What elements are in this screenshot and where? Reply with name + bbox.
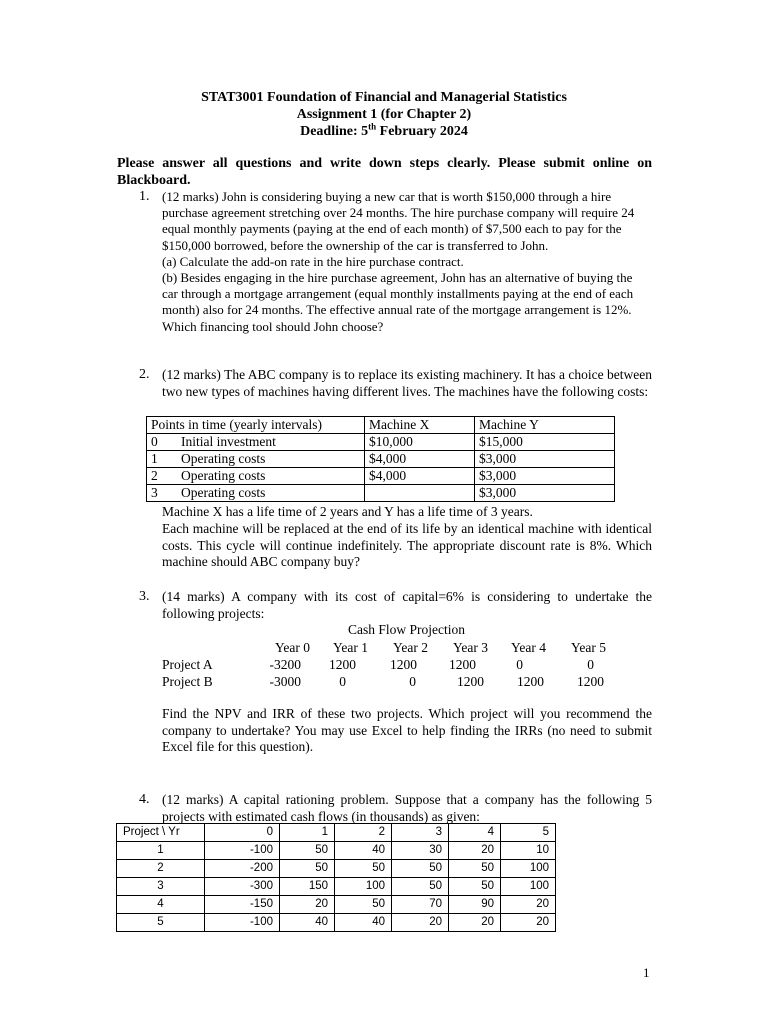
cash-flow-cell: 30	[392, 842, 449, 860]
header-cell: Machine X	[365, 417, 475, 434]
year-header-row	[162, 639, 606, 656]
cash-flow-cell: 10	[501, 842, 556, 860]
cash-flow-value: 1200	[577, 674, 604, 689]
page-number: 1	[643, 965, 650, 980]
time-cell	[147, 451, 365, 468]
q2-lifetimes: Machine X has a life time of 2 years and Y has a life time of 3 years.	[162, 504, 533, 519]
year-header: 5	[501, 824, 556, 842]
cash-flow-cell: 40	[335, 842, 392, 860]
q2-question: Each machine will be replaced at the end of its life by an identical machine with identical costs. This cycle will continue indefinitely. The appropriate discount rate is 8%. Which machine should ABC company buy?	[162, 521, 652, 569]
year-header: 4	[449, 824, 501, 842]
q1-part-a: (a) Calculate the add-on rate in the hire purchase contract.	[162, 253, 464, 269]
table-header-row	[147, 417, 615, 434]
project-id: 4	[117, 896, 205, 914]
q2-number: 2.	[139, 367, 150, 382]
cash-flow-cell: 100	[501, 878, 556, 896]
cash-flow-table	[162, 639, 606, 690]
table-row	[147, 451, 615, 468]
time-point: 1	[151, 451, 158, 466]
cash-flow-cell: 20	[392, 914, 449, 932]
cash-flow-cell: 20	[501, 914, 556, 932]
cash-flow-cell: 20	[449, 914, 501, 932]
q3-text: (14 marks) A company with its cost of capital=6% is considering to undertake the following projects:	[162, 589, 652, 621]
cash-flow-cell: 50	[280, 860, 335, 878]
corner-header: Project \ Yr	[117, 824, 205, 842]
cash-flow-cell: 50	[392, 878, 449, 896]
project-id: 2	[117, 860, 205, 878]
time-point: 2	[151, 468, 158, 483]
cost-label: Operating costs	[181, 468, 266, 483]
cash-flow-cell: 150	[280, 878, 335, 896]
machine-x-cell: $10,000	[365, 434, 475, 451]
year-header: Year 1	[332, 640, 368, 655]
time-point: 3	[151, 485, 158, 500]
deadline-prefix: Deadline: 5	[300, 124, 369, 139]
project-id: 5	[117, 914, 205, 932]
deadline-sup: th	[368, 121, 377, 132]
question-1	[162, 189, 642, 335]
q4-text: (12 marks) A capital rationing problem. Suppose that a company has the following 5 projects with estimated cash flows (in thousands) as given:	[162, 792, 652, 824]
cash-flow-cell: 50	[335, 860, 392, 878]
cash-flow-value: 1200	[517, 674, 544, 689]
year-header: Year 5	[570, 640, 606, 655]
capital-rationing-table	[116, 823, 556, 932]
deadline-suffix: February 2024	[376, 124, 468, 139]
q1-text: (12 marks) John is considering buying a new car that is worth $150,000 through a hire purchase agreement stretching over 24 months. The hire purchase company will require 24 equal monthly payments (paying at the end of each month) of $7,500 each to pay for the $150,000 borrowed, before the ownership of the car is transferred to John.	[162, 189, 635, 253]
cash-flow-value: 0	[409, 674, 416, 689]
year-header: 3	[392, 824, 449, 842]
cash-flow-value: 1200	[457, 674, 484, 689]
cash-flow-cell: 20	[449, 842, 501, 860]
project-id: 1	[117, 842, 205, 860]
cash-flow-cell: -100	[205, 914, 280, 932]
cash-flow-cell: 40	[335, 914, 392, 932]
cash-flow-value: 1200	[329, 657, 356, 672]
project-id: 3	[117, 878, 205, 896]
cost-label: Initial investment	[181, 434, 276, 449]
year-header: Year 4	[510, 640, 546, 655]
table-row	[117, 896, 556, 914]
project-row	[162, 656, 606, 673]
time-point: 0	[151, 434, 158, 449]
machine-x-cell	[365, 485, 475, 502]
cash-flow-cell: 70	[392, 896, 449, 914]
machine-y-cell: $3,000	[475, 468, 615, 485]
project-name: Project A	[162, 657, 213, 672]
assignment-title: Assignment 1 (for Chapter 2)	[296, 107, 472, 122]
table-row	[147, 485, 615, 502]
table-row	[117, 842, 556, 860]
table-row	[117, 878, 556, 896]
cash-flow-cell: 50	[335, 896, 392, 914]
table-row	[117, 860, 556, 878]
q3-question: Find the NPV and IRR of these two projects. Which project will you recommend the company to undertake? You may use Excel to help finding the IRRs (no need to submit Excel file for this question).	[162, 706, 652, 754]
year-header: 0	[205, 824, 280, 842]
machine-y-cell: $3,000	[475, 451, 615, 468]
q1-number: 1.	[139, 189, 150, 204]
machine-cost-table	[146, 416, 615, 502]
time-cell	[147, 434, 365, 451]
cash-flow-cell: 100	[335, 878, 392, 896]
year-header-row	[117, 824, 556, 842]
year-header: 2	[335, 824, 392, 842]
cash-flow-cell: -150	[205, 896, 280, 914]
cost-label: Operating costs	[181, 485, 266, 500]
header-cell: Machine Y	[475, 417, 615, 434]
q1-part-b: (b) Besides engaging in the hire purchase agreement, John has an alternative of buying the car through a mortgage arrangement (equal monthly installments paying at the end of each month) also for 24 months. The effective annual rate of the mortgage arrangement is 12%. Which financing tool should John choose?	[162, 270, 634, 334]
cash-flow-cell: -100	[205, 842, 280, 860]
header-cell: Points in time (yearly intervals)	[147, 417, 365, 434]
year-header: Year 0	[274, 640, 310, 655]
year-header: Year 2	[392, 640, 428, 655]
cash-flow-title: Cash Flow Projection	[348, 622, 465, 637]
cash-flow-value: -3200	[269, 657, 301, 672]
machine-x-cell: $4,000	[365, 451, 475, 468]
instructions: Please answer all questions and write down steps clearly. Please submit online on Blackboard.	[117, 156, 652, 188]
time-cell	[147, 468, 365, 485]
cash-flow-cell: 50	[449, 860, 501, 878]
q2-text: (12 marks) The ABC company is to replace its existing machinery. It has a choice between two new types of machines having different lives. The machines have the following costs:	[162, 367, 652, 399]
cash-flow-cell: -200	[205, 860, 280, 878]
cash-flow-cell: 50	[392, 860, 449, 878]
year-header: Year 3	[452, 640, 488, 655]
cash-flow-cell: 50	[449, 878, 501, 896]
cash-flow-value: 1200	[449, 657, 476, 672]
project-row	[162, 673, 606, 690]
cash-flow-value: 0	[339, 674, 346, 689]
course-title: STAT3001 Foundation of Financial and Managerial Statistics	[201, 90, 567, 105]
cash-flow-cell: 90	[449, 896, 501, 914]
cash-flow-cell: 20	[501, 896, 556, 914]
machine-y-cell: $15,000	[475, 434, 615, 451]
cash-flow-cell: 50	[280, 842, 335, 860]
cash-flow-value: 1200	[390, 657, 417, 672]
cash-flow-cell: 40	[280, 914, 335, 932]
cost-label: Operating costs	[181, 451, 266, 466]
machine-y-cell: $3,000	[475, 485, 615, 502]
machine-x-cell: $4,000	[365, 468, 475, 485]
table-row	[147, 434, 615, 451]
cash-flow-cell: 20	[280, 896, 335, 914]
project-name: Project B	[162, 674, 213, 689]
cash-flow-cell: -300	[205, 878, 280, 896]
table-row	[147, 468, 615, 485]
cash-flow-value: -3000	[269, 674, 301, 689]
year-header: 1	[280, 824, 335, 842]
deadline	[0, 123, 768, 140]
time-cell	[147, 485, 365, 502]
cash-flow-value: 0	[587, 657, 594, 672]
table-row	[117, 914, 556, 932]
q3-number: 3.	[139, 589, 150, 604]
cash-flow-value: 0	[516, 657, 523, 672]
cash-flow-cell: 100	[501, 860, 556, 878]
q4-number: 4.	[139, 792, 150, 807]
